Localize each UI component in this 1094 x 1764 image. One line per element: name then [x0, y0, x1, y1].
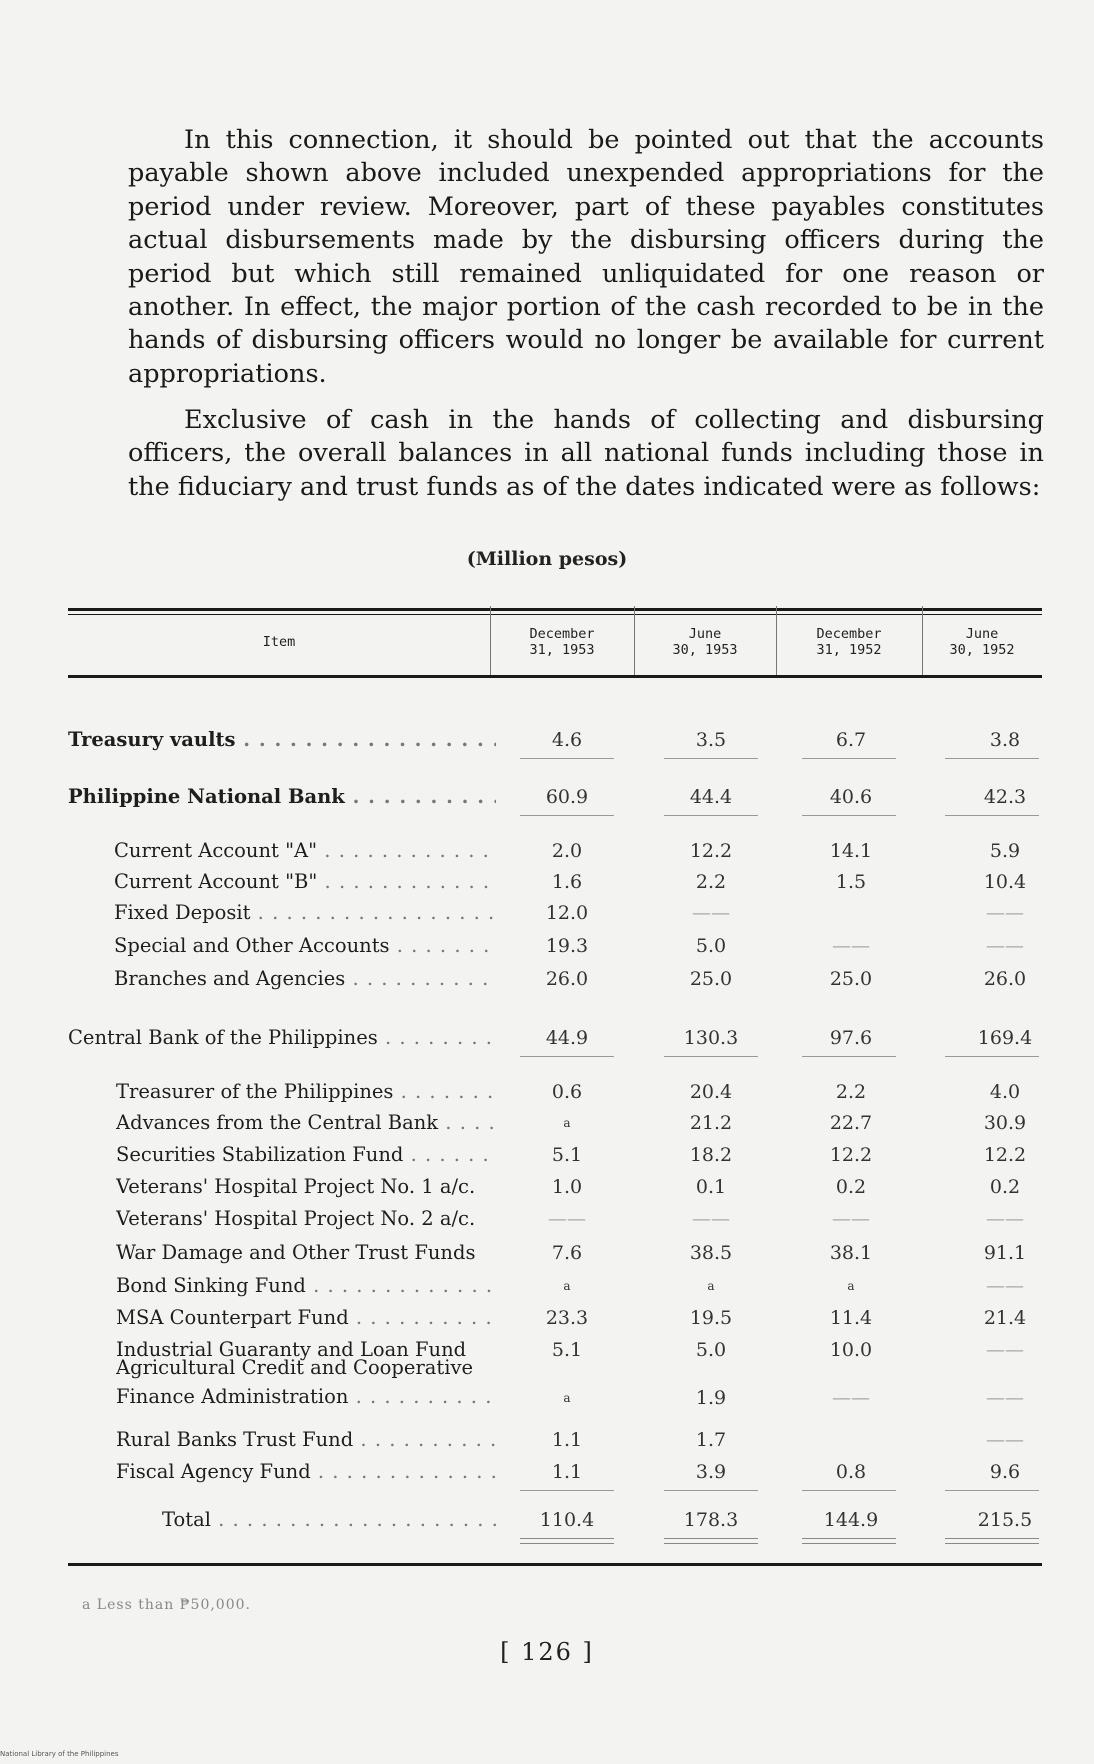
page-number: [ 126 ]: [500, 1638, 594, 1666]
row-label: Philippine National Bank . . .: [68, 781, 496, 813]
row-value: 0.8: [835, 1461, 867, 1483]
row-value: 5.0: [695, 1339, 727, 1361]
row-value: a: [847, 1279, 855, 1293]
table-row: [0, 724, 1094, 756]
subtotal-rule: [945, 815, 1039, 816]
row-value: 25.0: [689, 968, 733, 990]
total-double-rule: [520, 1538, 614, 1544]
row-value: ——: [986, 1275, 1024, 1297]
table-units: (Million pesos): [466, 548, 628, 570]
row-value: 2.2: [695, 871, 727, 893]
row-label: Current Account "B" . . .: [114, 866, 496, 898]
row-label: MSA Counterpart Fund . . .: [116, 1302, 496, 1334]
row-value: ——: [986, 902, 1024, 924]
column-header-jun-1952: [922, 608, 1042, 675]
row-label: Advances from the Central Bank . . .: [116, 1107, 496, 1139]
paragraph-accounts-payable: In this connection, it should be pointed out that the accounts payable shown above included unexpended appropriations for the period under review. Moreover, part of these payables constitutes actual disbursements made by the disbursing officers during the period but which still remained unliquidated for one reason or another. In effect, the major portion of the cash recorded to be in the hands of disbursing officers would no longer be available for current appropriations.: [128, 125, 1044, 389]
row-label: Bond Sinking Fund . . .: [116, 1270, 496, 1302]
column-header-line1: December: [816, 625, 882, 642]
row-value: ——: [692, 1208, 730, 1230]
table-row: [0, 1076, 1094, 1108]
row-value: 1.1: [551, 1461, 583, 1483]
column-header-line1: December: [529, 625, 595, 642]
row-value: ——: [692, 902, 730, 924]
row-value: ——: [832, 935, 870, 957]
row-value: 19.5: [689, 1307, 733, 1329]
row-value: 25.0: [829, 968, 873, 990]
subtotal-rule: [664, 758, 758, 759]
table-header-rule: [68, 675, 1042, 678]
table-row: [0, 963, 1094, 995]
row-value: 0.2: [989, 1176, 1021, 1198]
row-value: 4.6: [551, 729, 583, 751]
subtotal-rule: [945, 1056, 1039, 1057]
row-value: a: [563, 1116, 571, 1130]
table-row: [0, 1022, 1094, 1054]
column-header-dec-1952: [776, 608, 922, 675]
row-value: 169.4: [977, 1027, 1033, 1049]
row-value: 0.2: [835, 1176, 867, 1198]
row-value: 178.3: [683, 1509, 739, 1531]
subtotal-rule: [664, 815, 758, 816]
row-value: 1.5: [835, 871, 867, 893]
column-header-dec-1953: [490, 608, 634, 675]
table-bottom-rule: [68, 1563, 1042, 1566]
table-row: [0, 1139, 1094, 1171]
row-value: 91.1: [983, 1242, 1027, 1264]
row-value: 19.3: [545, 935, 589, 957]
row-label: Agricultural Credit and Cooperative Finance Administration . . .: [116, 1353, 496, 1414]
row-label: Veterans' Hospital Project No. 2 a/c.: [116, 1207, 476, 1230]
row-value: ——: [986, 1387, 1024, 1409]
row-value: 1.7: [695, 1429, 727, 1451]
row-value: 38.1: [829, 1242, 873, 1264]
row-label: Treasurer of the Philippines . . .: [116, 1076, 496, 1108]
row-value: ——: [548, 1208, 586, 1230]
row-label: Veterans' Hospital Project No. 1 a/c.: [116, 1175, 476, 1198]
row-value: a: [707, 1279, 715, 1293]
row-value: 0.1: [695, 1176, 727, 1198]
subtotal-rule: [520, 1056, 614, 1057]
row-value: 5.1: [551, 1144, 583, 1166]
subtotal-rule: [802, 815, 896, 816]
table-row: [0, 1504, 1094, 1536]
table-row: [0, 781, 1094, 813]
row-value: a: [563, 1391, 571, 1405]
row-value: 1.6: [551, 871, 583, 893]
table-row: [0, 1107, 1094, 1139]
row-label: Current Account "A" . . .: [114, 835, 496, 867]
column-header-line2: 31, 1952: [816, 641, 882, 658]
table-row: [0, 1424, 1094, 1456]
row-label: Total . . .: [162, 1504, 496, 1536]
row-value: 144.9: [823, 1509, 879, 1531]
row-value: 60.9: [545, 786, 589, 808]
row-value: 10.0: [829, 1339, 873, 1361]
row-value: 5.0: [695, 935, 727, 957]
row-label: Industrial Guaranty and Loan Fund: [116, 1338, 467, 1361]
table-row: [0, 1356, 1094, 1414]
row-value: 0.6: [551, 1081, 583, 1103]
row-value: 12.2: [689, 840, 733, 862]
row-value: 22.7: [829, 1112, 873, 1134]
table-row: [0, 1270, 1094, 1302]
row-value: 1.1: [551, 1429, 583, 1451]
row-value: 21.2: [689, 1112, 733, 1134]
column-header-jun-1953: [634, 608, 776, 675]
row-value: 1.9: [695, 1387, 727, 1409]
subtotal-rule: [520, 758, 614, 759]
row-label: Securities Stabilization Fund . . .: [116, 1139, 496, 1171]
row-value: 38.5: [689, 1242, 733, 1264]
row-value: 30.9: [983, 1112, 1027, 1134]
row-label: Branches and Agencies . . .: [114, 963, 496, 995]
row-value: 26.0: [983, 968, 1027, 990]
row-value: 20.4: [689, 1081, 733, 1103]
subtotal-rule: [802, 1056, 896, 1057]
row-value: ——: [986, 1339, 1024, 1361]
row-value: 9.6: [989, 1461, 1021, 1483]
subtotal-rule: [802, 758, 896, 759]
total-double-rule: [802, 1538, 896, 1544]
row-label: Fiscal Agency Fund . . .: [116, 1456, 496, 1488]
subtotal-rule: [520, 1490, 614, 1491]
row-value: 12.2: [983, 1144, 1027, 1166]
row-value: 44.4: [689, 786, 733, 808]
row-value: 6.7: [835, 729, 867, 751]
row-label: Fixed Deposit . . .: [114, 897, 496, 929]
column-header-item-label: Item: [262, 633, 296, 650]
subtotal-rule: [664, 1056, 758, 1057]
row-value: 2.0: [551, 840, 583, 862]
row-label: Rural Banks Trust Fund . . .: [116, 1424, 496, 1456]
table-row: [0, 1171, 1094, 1203]
total-double-rule: [664, 1538, 758, 1544]
row-label: War Damage and Other Trust Funds: [116, 1241, 476, 1264]
table-row: [0, 1237, 1094, 1269]
table-row: [0, 1456, 1094, 1488]
column-header-line1: June: [965, 625, 999, 642]
row-value: 11.4: [829, 1307, 873, 1329]
row-value: ——: [986, 1429, 1024, 1451]
row-value: 3.5: [695, 729, 727, 751]
paragraph-overall-balances: Exclusive of cash in the hands of collecting and disbursing officers, the overall balances in all national funds including those in the fiduciary and trust funds as of the dates indicated were as follows:: [128, 405, 1044, 502]
row-label: Special and Other Accounts . . .: [114, 930, 496, 962]
row-value: 44.9: [545, 1027, 589, 1049]
row-value: a: [563, 1279, 571, 1293]
row-value: ——: [986, 1208, 1024, 1230]
column-header-line2: 30, 1953: [672, 641, 738, 658]
subtotal-rule: [520, 815, 614, 816]
row-value: 40.6: [829, 786, 873, 808]
row-value: 18.2: [689, 1144, 733, 1166]
total-double-rule: [945, 1538, 1039, 1544]
column-header-line1: June: [688, 625, 722, 642]
row-value: 26.0: [545, 968, 589, 990]
column-header-line2: 31, 1953: [529, 641, 595, 658]
scan-credit: National Library of the Philippines: [0, 1750, 119, 1758]
row-value: 3.8: [989, 729, 1021, 751]
row-value: 42.3: [983, 786, 1027, 808]
row-value: 7.6: [551, 1242, 583, 1264]
subtotal-rule: [664, 1490, 758, 1491]
row-value: ——: [832, 1208, 870, 1230]
row-value: ——: [986, 935, 1024, 957]
row-value: 110.4: [539, 1509, 595, 1531]
row-value: 215.5: [977, 1509, 1033, 1531]
row-value: 23.3: [545, 1307, 589, 1329]
subtotal-rule: [802, 1490, 896, 1491]
row-value: 12.0: [545, 902, 589, 924]
footnote: a Less than ₱50,000.: [82, 1597, 251, 1613]
column-header-item: [68, 608, 490, 675]
column-header-line2: 30, 1952: [949, 641, 1015, 658]
table-row: [0, 930, 1094, 962]
row-value: 1.0: [551, 1176, 583, 1198]
table-row: [0, 835, 1094, 867]
row-value: 3.9: [695, 1461, 727, 1483]
row-value: 4.0: [989, 1081, 1021, 1103]
row-label: Central Bank of the Philippines . . .: [68, 1022, 496, 1054]
row-value: 130.3: [683, 1027, 739, 1049]
table-row: [0, 1302, 1094, 1334]
row-value: 2.2: [835, 1081, 867, 1103]
row-value: 21.4: [983, 1307, 1027, 1329]
row-value: 5.1: [551, 1339, 583, 1361]
table-row: [0, 897, 1094, 929]
table-row: [0, 866, 1094, 898]
table-row: [0, 1203, 1094, 1235]
row-value: 5.9: [989, 840, 1021, 862]
row-value: 10.4: [983, 871, 1027, 893]
subtotal-rule: [945, 1490, 1039, 1491]
subtotal-rule: [945, 758, 1039, 759]
row-value: 14.1: [829, 840, 873, 862]
row-value: ——: [832, 1387, 870, 1409]
row-label: Treasury vaults . . .: [68, 724, 496, 756]
row-value: 97.6: [829, 1027, 873, 1049]
row-value: 12.2: [829, 1144, 873, 1166]
